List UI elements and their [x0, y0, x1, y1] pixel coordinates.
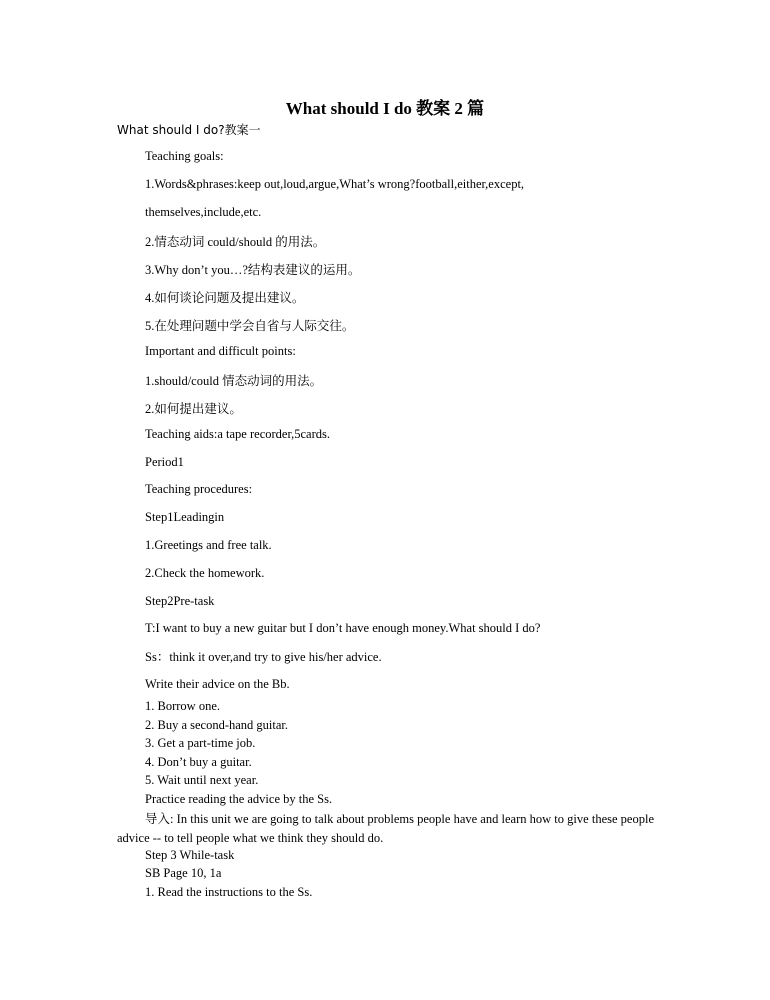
text-line: 2.情态动词 could/should 的用法。 — [145, 235, 326, 249]
text-line: 1.should/could 情态动词的用法。 — [145, 374, 323, 388]
text-line: Teaching aids:a tape recorder,5cards. — [145, 427, 330, 441]
text-line: 4.如何谈论问题及提出建议。 — [145, 291, 305, 305]
text-line: Step2Pre-task — [145, 594, 215, 608]
text-line: T:I want to buy a new guitar but I don’t have enough money.What should I do? — [145, 621, 541, 635]
text-line: Practice reading the advice by the Ss. — [145, 792, 333, 806]
text-line: 2.如何提出建议。 — [145, 402, 242, 416]
text-line: Write their advice on the Bb. — [145, 677, 290, 691]
text-line: 1. Borrow one. — [145, 699, 220, 713]
text-line: Period1 — [145, 455, 184, 469]
text-line: 3.Why don’t you…?结构表建议的运用。 — [145, 263, 361, 277]
text-line: 2.Check the homework. — [145, 566, 265, 580]
text-line: 5.在处理问题中学会自省与人际交往。 — [145, 319, 355, 333]
text-line: Teaching goals: — [145, 149, 224, 163]
text-line: Step 3 While-task — [145, 848, 235, 862]
text-line: 3. Get a part-time job. — [145, 736, 256, 750]
text-line: Step1Leadingin — [145, 510, 225, 524]
text-line: 4. Don’t buy a guitar. — [145, 755, 252, 769]
text-line: Teaching procedures: — [145, 482, 253, 496]
text-line: themselves,include,etc. — [145, 205, 262, 219]
text-line: 1.Greetings and free talk. — [145, 538, 272, 552]
document-subtitle: What should I do?教案一 — [117, 123, 261, 137]
text-line: 2. Buy a second-hand guitar. — [145, 718, 289, 732]
intro-paragraph: 导入: In this unit we are going to talk about problems people have and learn how to give these people advice -- to tell people what we think they should do. — [117, 812, 654, 845]
text-line: 1.Words&phrases:keep out,loud,argue,What’s wrong?football,either,except, — [145, 177, 525, 191]
text-line: 1. Read the instructions to the Ss. — [145, 885, 313, 899]
text-line: Ss：think it over,and try to give his/her advice. — [145, 650, 382, 664]
text-line: Important and difficult points: — [145, 344, 296, 358]
text-line: SB Page 10, 1a — [145, 866, 222, 880]
text-line: 5. Wait until next year. — [145, 773, 259, 787]
page-title: What should I do 教案 2 篇 — [285, 99, 485, 118]
